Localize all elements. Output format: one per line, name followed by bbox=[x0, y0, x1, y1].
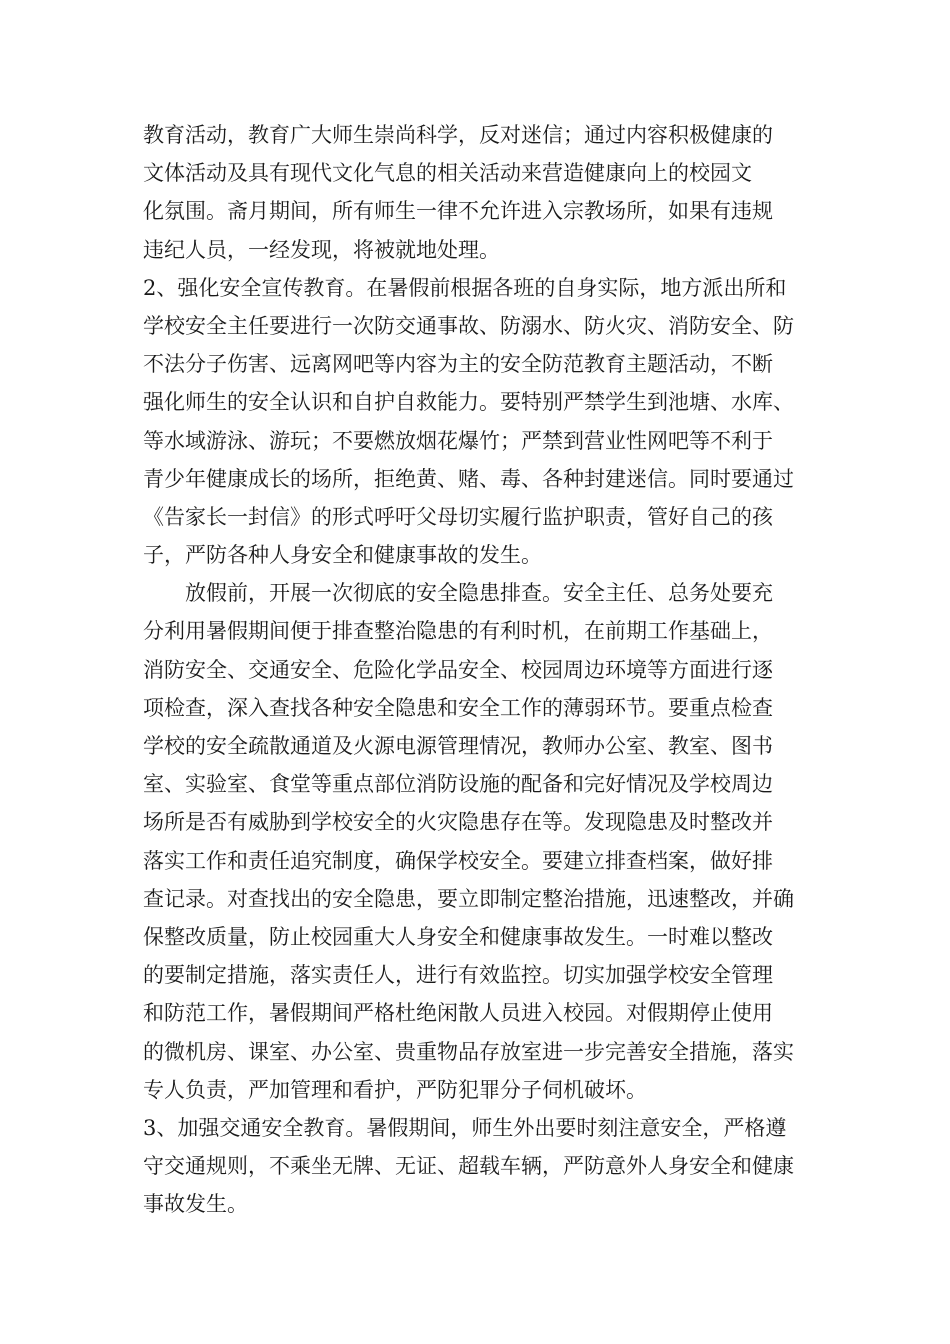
paragraph-traffic-safety bbox=[143, 1109, 815, 1224]
text-line: 《告家长一封信》的形式呼吁父母切实履行监护职责，管好自己的孩 bbox=[143, 504, 773, 529]
text-line-indented: 放假前，开展一次彻底的安全隐患排查。安全主任、总务处要充 bbox=[185, 581, 773, 606]
text-line: 的微机房、课室、办公室、贵重物品存放室进一步完善安全措施，落实 bbox=[143, 1039, 794, 1064]
text-line: 化氛围。斋月期间，所有师生一律不允许进入宗教场所，如果有违规 bbox=[143, 199, 773, 224]
text-line: 子，严防各种人身安全和健康事故的发生。 bbox=[143, 543, 542, 568]
text-line: 查记录。对查找出的安全隐患，要立即制定整治措施，迅速整改，并确 bbox=[143, 886, 794, 911]
text-line: 项检查，深入查找各种安全隐患和安全工作的薄弱环节。要重点检查 bbox=[143, 695, 773, 720]
text-line: 学校安全主任要进行一次防交通事故、防溺水、防火灾、消防安全、防 bbox=[143, 313, 794, 338]
text-line: 室、实验室、食堂等重点部位消防设施的配备和完好情况及学校周边 bbox=[143, 772, 773, 797]
text-line: 不法分子伤害、远离网吧等内容为主的安全防范教育主题活动，不断 bbox=[143, 352, 773, 377]
text-line: 2、强化安全宣传教育。在暑假前根据各班的自身实际，地方派出所和 bbox=[143, 275, 787, 300]
text-line: 青少年健康成长的场所，拒绝黄、赌、毒、各种封建迷信。同时要通过 bbox=[143, 466, 794, 491]
paragraph-safety-education bbox=[143, 269, 815, 575]
text-line: 消防安全、交通安全、危险化学品安全、校园周边环境等方面进行逐 bbox=[143, 657, 773, 682]
text-line: 3、加强交通安全教育。暑假期间，师生外出要时刻注意安全，严格遵 bbox=[143, 1115, 787, 1140]
text-line: 教育活动，教育广大师生崇尚科学，反对迷信；通过内容积极健康的 bbox=[143, 123, 773, 147]
document-body bbox=[143, 116, 815, 1223]
paragraph-religion-rules bbox=[143, 116, 815, 269]
text-line: 分利用暑假期间便于排查整治隐患的有利时机，在前期工作基础上， bbox=[143, 619, 773, 644]
text-line: 保整改质量，防止校园重大人身安全和健康事故发生。一时难以整改 bbox=[143, 924, 773, 949]
text-line: 场所是否有威胁到学校安全的火灾隐患存在等。发现隐患及时整改并 bbox=[143, 810, 773, 835]
text-line: 强化师生的安全认识和自护自救能力。要特别严禁学生到池塘、水库、 bbox=[143, 390, 794, 415]
text-line: 守交通规则，不乘坐无牌、无证、超载车辆，严防意外人身安全和健康 bbox=[143, 1154, 794, 1179]
text-line: 等水域游泳、游玩；不要燃放烟花爆竹；严禁到营业性网吧等不利于 bbox=[143, 428, 773, 453]
text-line: 文体活动及具有现代文化气息的相关活动来营造健康向上的校园文 bbox=[143, 161, 752, 186]
paragraph-hazard-inspection bbox=[143, 574, 815, 1109]
text-line: 落实工作和责任追究制度，确保学校安全。要建立排查档案，做好排 bbox=[143, 848, 773, 873]
text-line: 和防范工作，暑假期间严格杜绝闲散人员进入校园。对假期停止使用 bbox=[143, 1001, 773, 1026]
text-line: 违纪人员，一经发现，将被就地处理。 bbox=[143, 237, 500, 262]
text-line: 事故发生。 bbox=[143, 1192, 248, 1217]
text-line: 的要制定措施，落实责任人，进行有效监控。切实加强学校安全管理 bbox=[143, 963, 773, 988]
text-line: 学校的安全疏散通道及火源电源管理情况，教师办公室、教室、图书 bbox=[143, 734, 773, 758]
text-line: 专人负责，严加管理和看护，严防犯罪分子伺机破坏。 bbox=[143, 1077, 647, 1102]
